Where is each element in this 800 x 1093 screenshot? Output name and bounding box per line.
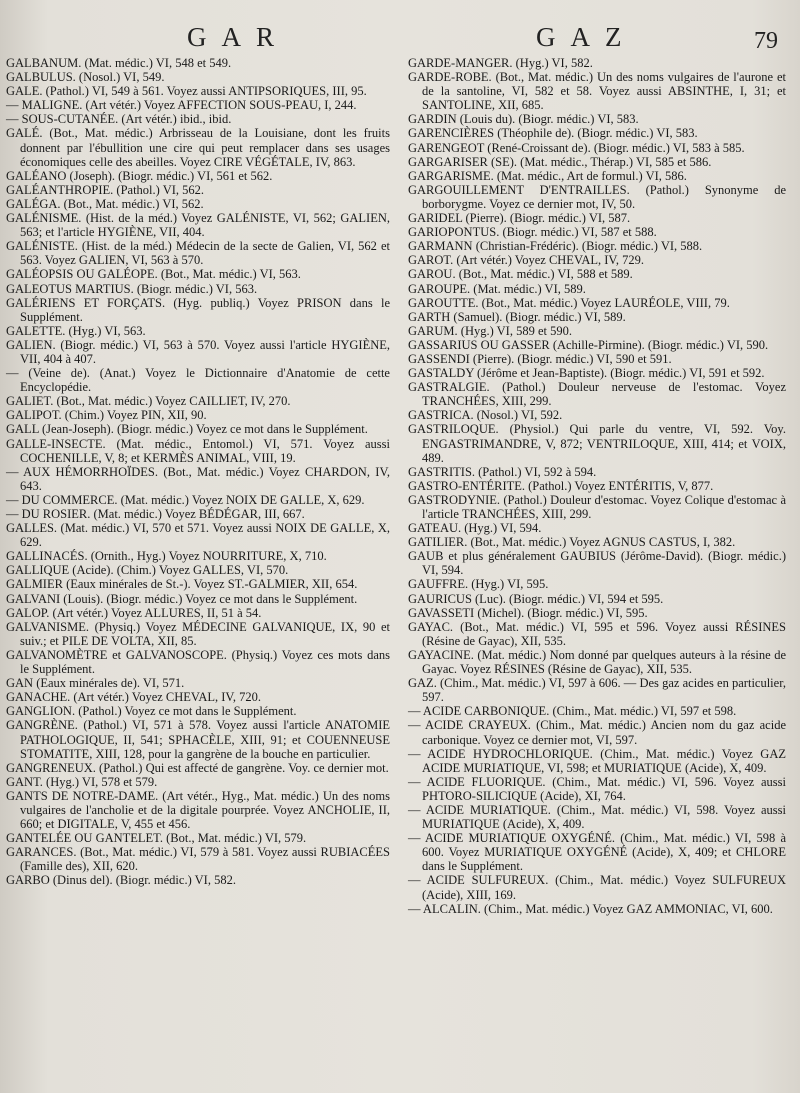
index-entry: — ACIDE FLUORIQUE. (Chim., Mat. médic.) VI, 596. Voyez aussi PHTORO-SILICIQUE (Acide), XI, 764. — [408, 774, 786, 803]
index-entry: GARGARISME. (Mat. médic., Art de formul.) VI, 586. — [408, 168, 687, 183]
index-entry: GARDIN (Louis du). (Biogr. médic.) VI, 583. — [408, 112, 639, 127]
index-entry: GALÉOPSIS OU GALÉOPE. (Bot., Mat. médic.) VI, 563. — [6, 267, 301, 282]
index-entry: GALÉRIENS ET FORÇATS. (Hyg. publiq.) Voyez PRISON dans le Supplément. — [6, 295, 390, 324]
index-entry: — DU ROSIER. (Mat. médic.) Voyez BÉDÉGAR, III, 667. — [6, 507, 305, 521]
index-entry: GAVASSETI (Michel). (Biogr. médic.) VI, 595. — [408, 605, 648, 620]
index-entry: GASTRILOQUE. (Physiol.) Qui parle du ventre, VI, 592. Voy. ENGASTRIMANDRE, V, 872; VENTRILOQUE, XIII, 414; et VOIX, 489. — [408, 422, 786, 465]
index-entry: GAUB et plus généralement GAUBIUS (Jérôme-David). (Biogr. médic.) VI, 594. — [408, 549, 786, 578]
index-entry: GARANCES. (Bot., Mat. médic.) VI, 579 à 581. Voyez aussi RUBIACÉES (Famille des), XII, 620. — [6, 845, 390, 874]
index-entry: GALLES. (Mat. médic.) VI, 570 et 571. Voyez aussi NOIX DE GALLE, X, 629. — [6, 521, 390, 550]
index-entry: GAROUTTE. (Bot., Mat. médic.) Voyez LAURÉOLE, VIII, 79. — [408, 295, 730, 310]
index-entry: GALVANOMÈTRE et GALVANOSCOPE. (Physiq.) Voyez ces mots dans le Supplément. — [6, 647, 390, 677]
index-entry: GALVANISME. (Physiq.) Voyez MÉDECINE GALVANIQUE, IX, 90 et suiv.; et PILE DE VOLTA, XII, 85. — [6, 619, 390, 648]
index-entry: GARENCIÈRES (Théophile de). (Biogr. médic.) VI, 583. — [408, 126, 698, 141]
index-entry: GAROU. (Bot., Mat. médic.) VI, 588 et 589. — [408, 267, 633, 282]
index-entry: GALLINACÉS. (Ornith., Hyg.) Voyez NOURRITURE, X, 710. — [6, 549, 327, 564]
index-entry: GARDE-ROBE. (Bot., Mat. médic.) Un des noms vulgaires de l'aurone et de la santoline, VI, 582 et 58. Voyez aussi ABSINTHE, I, 31; et SANTOLINE, XII, 685. — [408, 70, 786, 113]
index-entry: — (Veine de). (Anat.) Voyez le Dictionnaire d'Anatomie de cette Encyclopédie. — [6, 366, 390, 395]
index-entry: GAZ. (Chim., Mat. médic.) VI, 597 à 606. — Des gaz acides en particulier, 597. — [408, 676, 786, 705]
index-entry: — ACIDE MURIATIQUE OXYGÉNÉ. (Chim., Mat. médic.) VI, 598 à 600. Voyez MURIATIQUE OXYGÉNÉ (Acide), X, 409; et CHLORE dans le Supplément. — [408, 831, 786, 874]
index-entry: GANGLION. (Pathol.) Voyez ce mot dans le Supplément. — [6, 704, 297, 719]
index-entry: — ALCALIN. (Chim., Mat. médic.) Voyez GAZ AMMONIAC, VI, 600. — [408, 901, 773, 916]
index-entry: GAURICUS (Luc). (Biogr. médic.) VI, 594 et 595. — [408, 591, 664, 606]
index-entry: GANGRENEUX. (Pathol.) Qui est affecté de gangrène. Voy. ce dernier mot. — [6, 760, 389, 775]
index-entry: GALIPOT. (Chim.) Voyez PIN, XII, 90. — [6, 408, 207, 423]
index-entry: GALMIER (Eaux minérales de St.-). Voyez ST.-GALMIER, XII, 654. — [6, 577, 358, 592]
index-entry: — ACIDE CARBONIQUE. (Chim., Mat. médic.) VI, 597 et 598. — [408, 704, 737, 719]
index-entry: GALBANUM. (Mat. médic.) VI, 548 et 549. — [6, 56, 232, 70]
index-entry: GANT. (Hyg.) VI, 578 et 579. — [6, 774, 158, 789]
index-entry: — MALIGNE. (Art vétér.) Voyez AFFECTION SOUS-PEAU, I, 244. — [6, 98, 357, 113]
index-entry: — ACIDE MURIATIQUE. (Chim., Mat. médic.) VI, 598. Voyez aussi MURIATIQUE (Acide), X, 409. — [408, 802, 786, 832]
index-entry: GALÉANTHROPIE. (Pathol.) VI, 562. — [6, 182, 205, 197]
index-entry: GARIDEL (Pierre). (Biogr. médic.) VI, 587. — [408, 211, 631, 226]
index-entry: GALBULUS. (Nosol.) VI, 549. — [6, 70, 165, 85]
index-entry: GALÉANO (Joseph). (Biogr. médic.) VI, 561 et 562. — [6, 168, 273, 183]
index-entry: GAYAC. (Bot., Mat. médic.) VI, 595 et 596. Voyez aussi RÉSINES (Résine de Gayac), XII, 535. — [408, 619, 786, 648]
index-entry: GANGRÈNE. (Pathol.) VI, 571 à 578. Voyez aussi l'article ANATOMIE PATHOLOGIQUE, II, 541; SPHACÈLE, XIII, 91; et COUENNEUSE STOMATITE, XIII, 128, pour la gangrène de la bouche en particulier. — [6, 718, 390, 761]
index-entry: GALVANI (Louis). (Biogr. médic.) Voyez ce mot dans le Supplément. — [6, 591, 358, 606]
index-entry: GALOP. (Art vétér.) Voyez ALLURES, II, 51 à 54. — [6, 605, 262, 620]
index-entry: — DU COMMERCE. (Mat. médic.) Voyez NOIX DE GALLE, X, 629. — [6, 492, 365, 507]
index-entry: GASTALDY (Jérôme et Jean-Baptiste). (Biogr. médic.) VI, 591 et 592. — [408, 366, 765, 381]
index-entry: GATILIER. (Bot., Mat. médic.) Voyez AGNUS CASTUS, I, 382. — [408, 535, 736, 550]
index-entry: GASTRALGIE. (Pathol.) Douleur nerveuse de l'estomac. Voyez TRANCHÉES, XIII, 299. — [408, 380, 786, 409]
index-entry: GALLE-INSECTE. (Mat. médic., Entomol.) VI, 571. Voyez aussi COCHENILLE, V, 8; et KERMÈS ANIMAL, VIII, 19. — [6, 436, 390, 465]
index-entry: GARENGEOT (René-Croissant de). (Biogr. médic.) VI, 583 à 585. — [408, 140, 745, 155]
index-entry: GARGARISER (SE). (Mat. médic., Thérap.) VI, 585 et 586. — [408, 154, 712, 169]
index-entry: GASSARIUS OU GASSER (Achille-Pirmine). (Biogr. médic.) VI, 590. — [408, 337, 769, 352]
index-entry: GAROT. (Art vétér.) Voyez CHEVAL, IV, 729. — [408, 253, 644, 268]
index-entry: GASTRITIS. (Pathol.) VI, 592 à 594. — [408, 464, 597, 479]
index-entry: GANTS DE NOTRE-DAME. (Art vétér., Hyg., Mat. médic.) Un des noms vulgaires de l'ancholie et de la digitale pourprée. Voyez ANCHOLIE, II, 660; et DIGITALE, V, 455 et 456. — [6, 788, 390, 832]
index-entry: GALLIQUE (Acide). (Chim.) Voyez GALLES, VI, 570. — [6, 563, 289, 578]
index-entry: GALEOTUS MARTIUS. (Biogr. médic.) VI, 563. — [6, 281, 258, 296]
index-entry: — AUX HÉMORRHOÏDES. (Bot., Mat. médic.) Voyez CHARDON, IV, 643. — [6, 464, 390, 493]
index-entry: GARMANN (Christian-Frédéric). (Biogr. médic.) VI, 588. — [408, 239, 703, 254]
index-entry: GARTH (Samuel). (Biogr. médic.) VI, 589. — [408, 309, 626, 324]
index-entry: GALIEN. (Biogr. médic.) VI, 563 à 570. Voyez aussi l'article HYGIÈNE, VII, 404 à 407. — [6, 337, 390, 366]
index-entry: GASTRO-ENTÉRITE. (Pathol.) Voyez ENTÉRITIS, V, 877. — [408, 478, 714, 493]
index-entry: — SOUS-CUTANÉE. (Art vétér.) ibid., ibid. — [6, 112, 232, 127]
index-entry: GANTELÉE OU GANTELET. (Bot., Mat. médic.) VI, 579. — [6, 831, 307, 846]
index-entry: GALE. (Pathol.) VI, 549 à 561. Voyez aussi ANTIPSORIQUES, III, 95. — [6, 84, 367, 99]
index-entry: GAUFFRE. (Hyg.) VI, 595. — [408, 577, 549, 592]
index-entry: GARIOPONTUS. (Biogr. médic.) VI, 587 et 588. — [408, 225, 657, 240]
right-column — [408, 56, 786, 916]
index-entry: GANACHE. (Art vétér.) Voyez CHEVAL, IV, 720. — [6, 690, 261, 705]
index-entry: GALÉNISME. (Hist. de la méd.) Voyez GALÉNISTE, VI, 562; GALIEN, 563; et l'article HYGIÈNE, VII, 404. — [6, 211, 390, 240]
left-column — [6, 56, 390, 888]
index-entry: — ACIDE HYDROCHLORIQUE. (Chim., Mat. médic.) Voyez GAZ ACIDE MURIATIQUE, VI, 598; et MURIATIQUE (Acide), X, 409. — [408, 746, 786, 775]
index-entry: GASTRODYNIE. (Pathol.) Douleur d'estomac. Voyez Colique d'estomac à l'article TRANCHÉES, XIII, 299. — [408, 492, 786, 521]
index-entry: GALETTE. (Hyg.) VI, 563. — [6, 323, 146, 338]
page-number: 79 — [754, 28, 778, 54]
index-entry: GARDE-MANGER. (Hyg.) VI, 582. — [408, 56, 593, 70]
index-entry: GARUM. (Hyg.) VI, 589 et 590. — [408, 323, 572, 338]
index-entry: GALL (Jean-Joseph). (Biogr. médic.) Voyez ce mot dans le Supplément. — [6, 422, 368, 437]
index-entry: GARBO (Dinus del). (Biogr. médic.) VI, 582. — [6, 873, 236, 888]
index-entry: GAN (Eaux minérales de). VI, 571. — [6, 676, 185, 691]
index-entry: GAROUPE. (Mat. médic.) VI, 589. — [408, 281, 586, 296]
index-entry: GATEAU. (Hyg.) VI, 594. — [408, 521, 542, 536]
index-entry: GALÉNISTE. (Hist. de la méd.) Médecin de la secte de Galien, VI, 562 et 563. Voyez GALIEN, VI, 563 à 570. — [6, 239, 390, 268]
index-entry: GALIET. (Bot., Mat. médic.) Voyez CAILLIET, IV, 270. — [6, 394, 291, 409]
index-entry: — ACIDE SULFUREUX. (Chim., Mat. médic.) Voyez SULFUREUX (Acide), XIII, 169. — [408, 873, 786, 902]
index-entry: GARGOUILLEMENT D'ENTRAILLES. (Pathol.) Synonyme de borborygme. Voyez ce dernier mot, IV, 50. — [408, 182, 786, 211]
index-entry: GALÉ. (Bot., Mat. médic.) Arbrisseau de la Louisiane, dont les fruits donnent par l'ébullition une cire qui peut remplacer dans ses usages économiques celle des abeilles. Voyez CIRE VÉGÉTALE, IV, 863. — [6, 126, 390, 169]
index-entry: — ACIDE CRAYEUX. (Chim., Mat. médic.) Ancien nom du gaz acide carbonique. Voyez ce dernier mot, VI, 597. — [408, 718, 786, 747]
index-entry: GAYACINE. (Mat. médic.) Nom donné par quelques auteurs à la résine de Gayac. Voyez RÉSINES (Résine de Gayac), XII, 535. — [408, 647, 786, 677]
running-head-right: GAZ — [536, 22, 637, 52]
index-entry: GASSENDI (Pierre). (Biogr. médic.) VI, 590 et 591. — [408, 351, 672, 366]
running-head-left: GAR — [187, 22, 290, 52]
index-entry: GALÉGA. (Bot., Mat. médic.) VI, 562. — [6, 196, 204, 211]
index-entry: GASTRICA. (Nosol.) VI, 592. — [408, 408, 563, 423]
